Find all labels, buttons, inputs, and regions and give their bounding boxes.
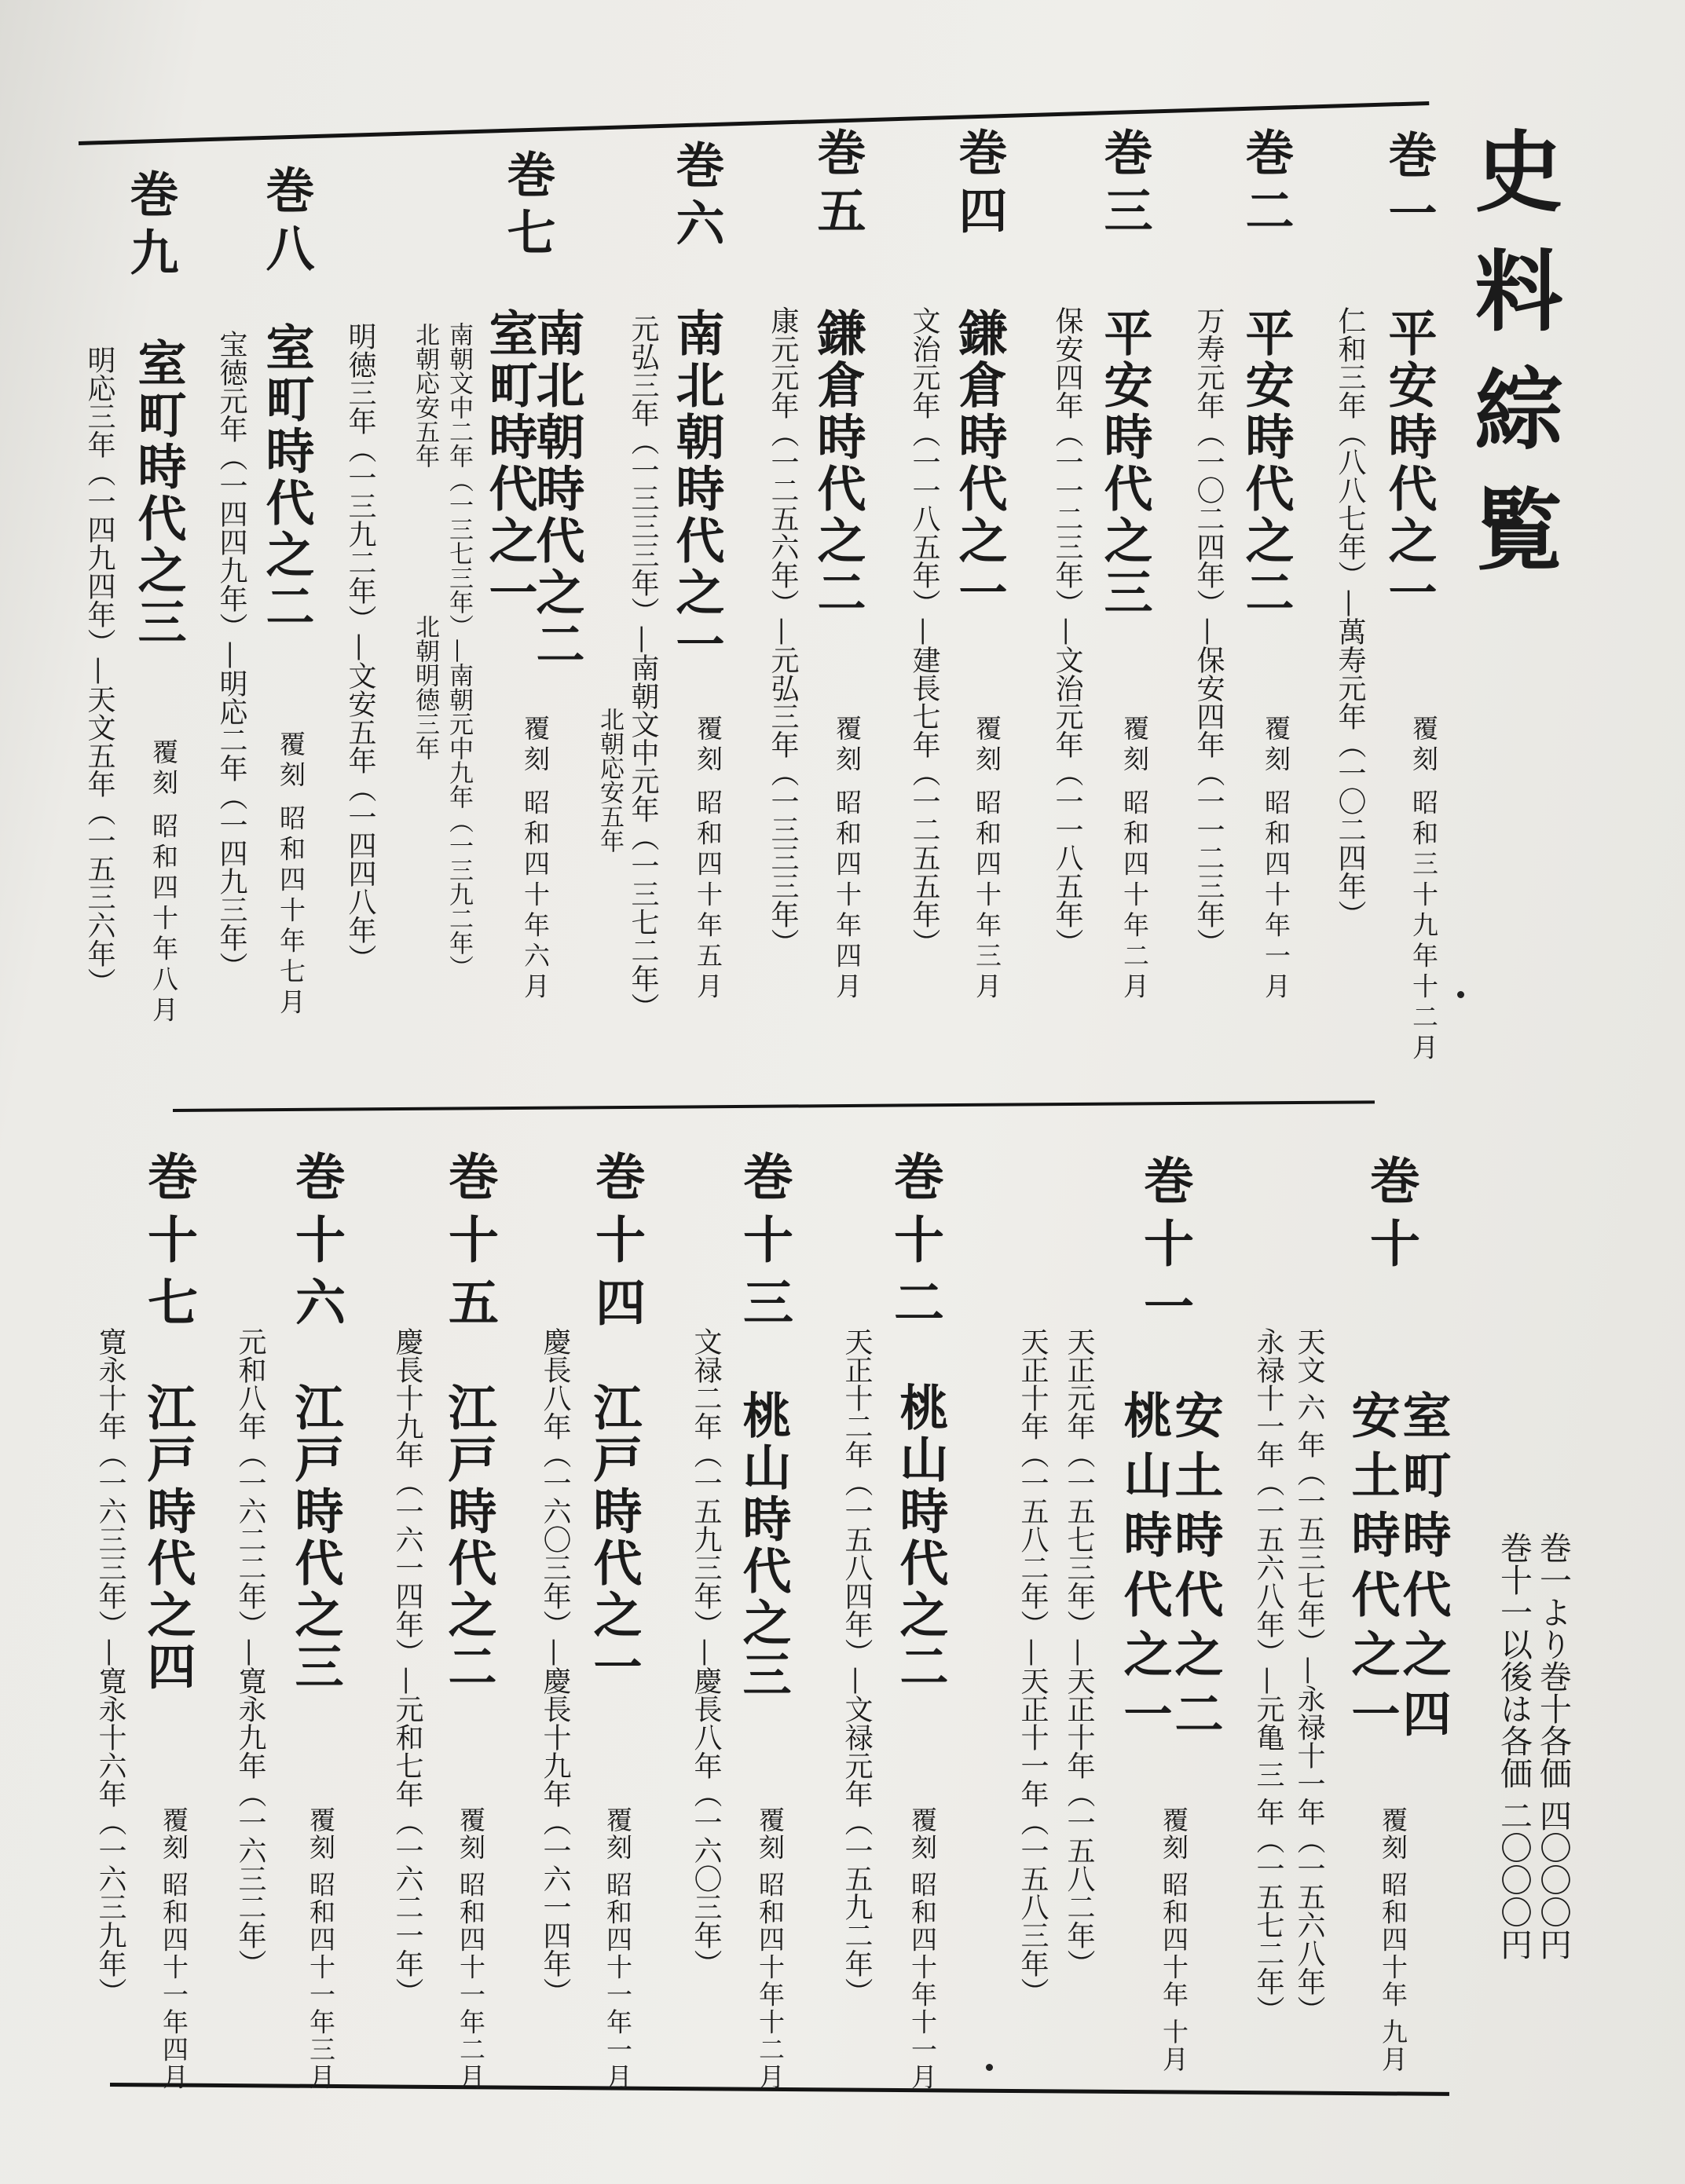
volume-range: 仁和三年（八八七年）—萬寿元年（一〇二四年）: [1334, 306, 1366, 928]
reprint-date: 覆刻 昭和四十年 十月: [1159, 1806, 1189, 2073]
volume-range: 文禄二年（一五九三年）—慶長八年（一六〇三年）: [690, 1327, 722, 1977]
reprint-date: 覆刻 昭和四十年五月: [693, 715, 723, 1004]
volume-label: 巻六: [668, 140, 725, 256]
reprint-date: 覆刻 昭和四十年二月: [1119, 715, 1150, 1004]
volume-range: 慶長十九年（一六一四年）—元和七年（一六二一年）: [391, 1327, 423, 2006]
volume-label: 巻四: [951, 127, 1008, 243]
volume-title: 室町時代之四: [1394, 1390, 1452, 1748]
volume-label: 巻七: [499, 149, 556, 265]
volume-range: 明応三年（一四九四年）—天文五年（一五三六年）: [83, 346, 115, 996]
volume-range: 宝徳元年（一四四九年）—明応二年（一四九三年）: [215, 330, 247, 980]
volume-title: 江戸時代之二: [440, 1382, 497, 1693]
volume-range: 康元元年（一二五六年）—元弘三年（一三三三年）: [767, 306, 799, 957]
price-note: 巻一より巻十各価 四〇〇〇円: [1534, 1531, 1572, 1961]
reprint-date: 覆刻 昭和四十一年三月: [306, 1806, 336, 2091]
volume-range: 天正十二年（一五八四年）—文禄元年（一五九二年）: [841, 1327, 873, 2006]
volume-range: 寛永十年（一六三三年）—寛永十六年（一六三九年）: [94, 1327, 126, 2006]
volume-title: 安土時代之二: [1167, 1390, 1224, 1748]
volume-range: 天正元年（一五七三年）—天正十年（一五八二年）: [1063, 1327, 1095, 1977]
volume-title: 江戸時代之四: [139, 1382, 196, 1693]
volume-title: 桃山時代之一: [1115, 1390, 1173, 1748]
volume-range: 明徳三年（一三九二年）—文安五年（一四四八年）: [344, 322, 376, 972]
volume-title: 桃山時代之二: [892, 1382, 949, 1693]
reprint-date: 覆刻 昭和四十年一月: [1261, 715, 1291, 1004]
volume-range: 天正十年（一五八二年）—天正十一年（一五八三年）: [1016, 1327, 1049, 2006]
reprint-date: 覆刻 昭和四十一年四月: [159, 1806, 189, 2091]
volume-title: 南北朝時代之一: [668, 308, 725, 671]
volume-label: 巻十六: [287, 1151, 346, 1339]
middle-rule: [173, 1100, 1375, 1112]
volume-range: 保安四年（一一二三年）—文治元年（一一八五年）: [1051, 306, 1083, 957]
volume-title: 鎌倉時代之二: [809, 308, 866, 619]
top-rule: [79, 101, 1429, 145]
volume-range: 元和八年（一六二二年）—寛永九年（一六三二年）: [234, 1327, 266, 1977]
ink-dot: [1457, 991, 1464, 998]
reprint-date: 覆刻 昭和四十年三月: [972, 715, 1002, 1004]
reprint-date: 覆刻 昭和四十年八月: [148, 738, 179, 1027]
volume-title: 室町時代之一: [481, 308, 538, 619]
reprint-date: 覆刻 昭和三十九年十二月: [1408, 715, 1439, 1065]
volume-label: 巻八: [258, 165, 315, 281]
reprint-date: 覆刻 昭和四十年四月: [832, 715, 863, 1004]
page-title: 史料綜覧: [1460, 126, 1563, 603]
volume-range-note: 北朝応安五年 北朝明徳三年: [411, 322, 439, 760]
volume-range: 文治元年（一一八五年）—建長七年（一二五五年）: [908, 306, 940, 957]
volume-title: 平安時代之二: [1237, 308, 1295, 619]
volume-title: 平安時代之一: [1380, 308, 1438, 619]
volume-title: 室町時代之三: [130, 338, 187, 649]
volume-label: 巻十: [1361, 1154, 1420, 1280]
volume-label: 巻十七: [139, 1151, 198, 1339]
reprint-date: 覆刻 昭和四十年十二月: [755, 1806, 786, 2091]
volume-title: 南北朝時代之二: [528, 308, 585, 671]
volume-title: 安土時代之一: [1343, 1390, 1401, 1748]
volume-range: 天文 六 年（一五三七年）—永禄十一年（一五六八年）: [1293, 1327, 1325, 2024]
volume-range: 万寿元年（一〇二四年）—保安四年（一一二三年）: [1192, 306, 1225, 957]
volume-range: 南朝文中二年（一三七三年）—南朝元中九年（一三九二年）: [445, 322, 473, 979]
volume-range: 慶長八年（一六〇三年）—慶長十九年（一六一四年）: [539, 1327, 571, 2006]
volume-title: 室町時代之二: [258, 322, 315, 633]
volume-range: 元弘三年（一三三三年）—南朝文中元年（一三七二年）: [627, 314, 659, 1021]
volume-range: 永禄十一年（一五六八年）—元亀 三 年（一五七二年）: [1252, 1327, 1284, 2024]
volume-label: 巻九: [122, 169, 179, 285]
reprint-date: 覆刻 昭和四十年 九月: [1378, 1806, 1408, 2073]
ink-dot: [986, 2064, 993, 2071]
volume-label: 巻三: [1096, 127, 1153, 243]
volume-label: 巻十四: [587, 1151, 646, 1339]
volume-range-note: 北朝応安五年: [595, 707, 624, 853]
volume-title: 平安時代之三: [1096, 308, 1153, 619]
volume-title: 江戸時代之三: [287, 1382, 344, 1693]
volume-label: 巻十二: [885, 1151, 944, 1339]
volume-label: 巻十三: [734, 1151, 793, 1339]
volume-title: 桃山時代之三: [734, 1390, 792, 1701]
reprint-date: 覆刻 昭和四十年十一月: [907, 1806, 938, 2091]
volume-label: 巻五: [809, 127, 866, 243]
volume-title: 江戸時代之一: [585, 1382, 643, 1693]
reprint-date: 覆刻 昭和四十年六月: [520, 715, 551, 1004]
reprint-date: 覆刻 昭和四十一年二月: [456, 1806, 486, 2091]
reprint-date: 覆刻 昭和四十一年一月: [603, 1806, 633, 2091]
price-note: 巻十一以後は各価 二〇〇〇円: [1495, 1531, 1533, 1961]
volume-label: 巻一: [1380, 130, 1438, 246]
volume-label: 巻十一: [1135, 1154, 1194, 1343]
volume-label: 巻十五: [440, 1151, 499, 1339]
volume-label: 巻二: [1237, 127, 1295, 243]
reprint-date: 覆刻 昭和四十年七月: [276, 730, 306, 1019]
volume-title: 鎌倉時代之一: [951, 308, 1008, 619]
